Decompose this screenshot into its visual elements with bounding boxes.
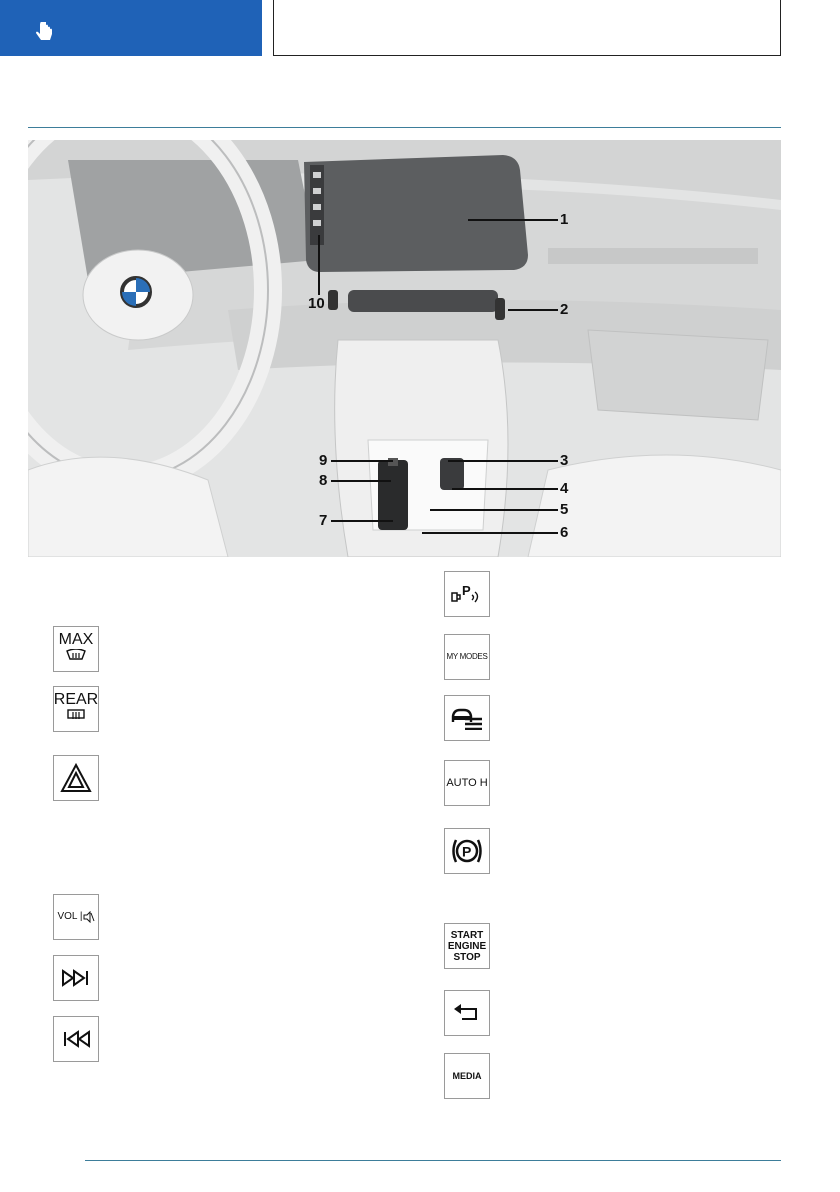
hand-pointer-icon bbox=[34, 22, 56, 44]
callout-line-9 bbox=[331, 460, 393, 462]
previous-track-icon bbox=[53, 1016, 99, 1062]
callout-8: 8 bbox=[319, 472, 328, 489]
callout-line-4 bbox=[452, 488, 558, 490]
callout-7: 7 bbox=[319, 512, 328, 529]
auto-hold-icon bbox=[444, 760, 490, 806]
callout-10: 10 bbox=[308, 295, 325, 312]
callout-9: 9 bbox=[319, 452, 328, 469]
callout-1: 1 bbox=[560, 211, 569, 228]
rear-defrost-label: REAR bbox=[53, 691, 99, 708]
start-label: START bbox=[450, 929, 484, 941]
my-modes-icon bbox=[444, 634, 490, 680]
callout-line-3 bbox=[448, 460, 558, 462]
media-icon bbox=[444, 1053, 490, 1099]
nav-tab[interactable] bbox=[0, 0, 262, 56]
svg-text:P: P bbox=[462, 843, 472, 860]
cockpit-figure bbox=[28, 140, 781, 557]
callout-line-8 bbox=[331, 480, 391, 482]
callout-line-1 bbox=[468, 219, 558, 221]
my-modes-label: MY MODES bbox=[446, 652, 488, 661]
callout-6: 6 bbox=[560, 524, 569, 541]
footer-divider bbox=[85, 1160, 781, 1161]
media-label: MEDIA bbox=[452, 1070, 482, 1081]
hazard-warning-icon bbox=[53, 755, 99, 801]
cockpit-illustration bbox=[28, 140, 781, 557]
max-defrost-icon bbox=[53, 626, 99, 672]
vol-label: VOL | bbox=[57, 911, 83, 922]
top-divider bbox=[28, 127, 781, 128]
callout-line-5 bbox=[430, 509, 558, 511]
rear-window-defrost-icon bbox=[53, 686, 99, 732]
callout-line-6 bbox=[422, 532, 558, 534]
start-stop-icon bbox=[444, 923, 490, 969]
callout-2: 2 bbox=[560, 301, 569, 318]
volume-mute-icon bbox=[53, 894, 99, 940]
svg-text:P: P bbox=[462, 583, 471, 598]
callout-4: 4 bbox=[560, 480, 569, 497]
park-assist-icon bbox=[444, 571, 490, 617]
max-defrost-label: MAX bbox=[58, 631, 94, 648]
parking-brake-icon bbox=[444, 828, 490, 874]
next-track-icon bbox=[53, 955, 99, 1001]
stop-label: STOP bbox=[453, 951, 481, 963]
callout-line-10 bbox=[318, 235, 320, 295]
callout-3: 3 bbox=[560, 452, 569, 469]
callout-line-7 bbox=[331, 520, 393, 522]
back-icon bbox=[444, 990, 490, 1036]
section-title-box bbox=[273, 0, 781, 56]
auto-h-label: AUTO H bbox=[446, 776, 488, 789]
callout-5: 5 bbox=[560, 501, 569, 518]
callout-line-2 bbox=[508, 309, 558, 311]
engine-label: ENGINE bbox=[447, 940, 487, 952]
driving-assist-icon bbox=[444, 695, 490, 741]
